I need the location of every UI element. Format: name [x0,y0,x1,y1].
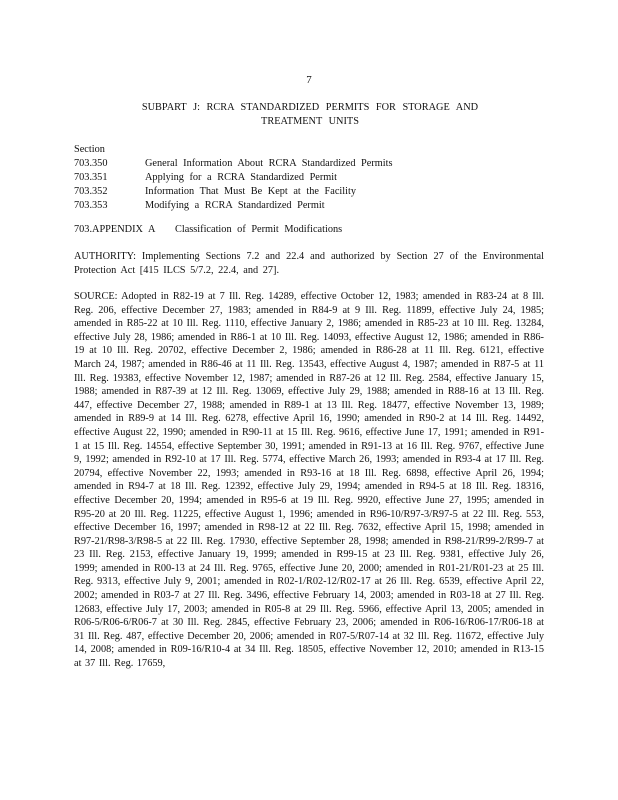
section-row [74,199,554,213]
appendix-title: Classification of Permit Modifications [174,224,343,235]
page-number: 7 [306,74,312,86]
section-list [74,143,554,213]
section-title: Information That Must Be Kept at the Facility [145,186,356,197]
section-number: 703.351 [74,172,108,183]
subpart-heading-line2: TREATMENT UNITS [261,116,359,127]
section-title: Applying for a RCRA Standardized Permit [145,172,338,183]
appendix-number: 703.APPENDIX A [74,224,156,235]
subpart-heading-line1: SUBPART J: RCRA STANDARDIZED PERMITS FOR STORAGE AND [141,102,479,113]
section-title: General Information About RCRA Standardized Permits [145,158,393,169]
section-row [74,171,554,185]
section-number: 703.352 [74,186,108,197]
appendix-entry [74,223,554,237]
source-paragraph: SOURCE: Adopted in R82-19 at 7 Ill. Reg. 14289, effective October 12, 1983; amended in R83-24 at 8 Ill. Reg. 206, effective December 27, 1983; amended in R84-9 at 9 Ill. Reg. 11899, effective July 24, 1985; amended in R85-22 at 10 Ill. Reg. 1110, effective January 2, 1986; amended in R85-23 at 10 Ill. Reg. 13284, effective July 28, 1986; amended in R86-1 at 10 Ill. Reg. 14093, effective August 12, 1986; amended in R86-19 at 10 Ill. Reg. 20702, effective December 2, 1986; amended in R86-28 at 11 Ill. Reg. 6121, effective March 24, 1987; amended in R86-46 at 11 Ill. Reg. 13543, effective August 4, 1987; amended in R87-5 at 11 Ill. Reg. 19383, effective November 12, 1987; amended in R87-26 at 12 Ill. Reg. 2584, effective January 15, 1988; amended in R87-39 at 12 Ill. Reg. 13069, effective July 29, 1988; amended in R88-16 at 13 Ill. Reg. 447, effective December 27, 1988; amended in R89-1 at 13 Ill. Reg. 18477, effective November 13, 1989; amended in R89-9 at 14 Ill. Reg. 6278, effective April 16, 1990; amended in R90-2 at 14 Ill. Reg. 14492, effective August 22, 1990; amended in R90-11 at 15 Ill. Reg. 9616, effective June 17, 1991; amended in R91-1 at 15 Ill. Reg. 14554, effective September 30, 1991; amended in R91-13 at 16 Ill. Reg. 9767, effective June 9, 1992; amended in R92-10 at 17 Ill. Reg. 5774, effective March 26, 1993; amended in R93-4 at 17 Ill. Reg. 20794, effective November 22, 1993; amended in R93-16 at 18 Ill. Reg. 6898, effective April 26, 1994; amended in R94-7 at 18 Ill. Reg. 12392, effective July 29, 1994; amended in R94-5 at 18 Ill. Reg. 18316, effective December 20, 1994; amended in R95-6 at 19 Ill. Reg. 9920, effective June 27, 1995; amended in R95-20 at 20 Ill. Reg. 11225, effective August 1, 1996; amended in R96-10/R97-3/R97-5 at 22 Ill. Reg. 553, effective December 16, 1997; amended in R98-12 at 22 Ill. Reg. 7632, effective April 15, 1998; amended in R97-21/R98-3/R98-5 at 22 Ill. Reg. 17930, effective September 28, 1998; amended in R98-21/R99-2/R99-7 at 23 Ill. Reg. 2153, effective January 19, 1999; amended in R99-15 at 23 Ill. Reg. 9381, effective July 26, 1999; amended in R00-13 at 24 Ill. Reg. 9765, effective June 20, 2000; amended in R01-21/R01-23 at 25 Ill. Reg. 9313, effective July 9, 2001; amended in R02-1/R02-12/R02-17 at 26 Ill. Reg. 6539, effective April 22, 2002; amended in R03-7 at 27 Ill. Reg. 3496, effective February 14, 2003; amended in R03-18 at 27 Ill. Reg. 12683, effective July 17, 2003; amended in R05-8 at 29 Ill. Reg. 5966, effective April 13, 2005; amended in R06-5/R06-6/R06-7 at 30 Ill. Reg. 2845, effective February 23, 2006; amended in R06-16/R06-17/R06-18 at 31 Ill. Reg. 487, effective December 20, 2006; amended in R07-5/R07-14 at 32 Ill. Reg. 11672, effective July 14, 2008; amended in R09-16/R10-4 at 34 Ill. Reg. 18505, effective November 12, 2010; amended in R13-15 at 37 Ill. Reg. 17659, [74,291,544,670]
section-row [74,185,554,199]
subpart-heading [100,101,520,129]
section-title: Modifying a RCRA Standardized Permit [145,200,325,211]
section-row [74,157,554,171]
section-list-label: Section [74,144,105,155]
section-number: 703.353 [74,200,108,211]
authority-paragraph: AUTHORITY: Implementing Sections 7.2 and 22.4 and authorized by Section 27 of the Environmental Protection Act [415 ILCS 5/7.2, 22.4, and 27]. [74,251,544,276]
section-number: 703.350 [74,158,108,169]
